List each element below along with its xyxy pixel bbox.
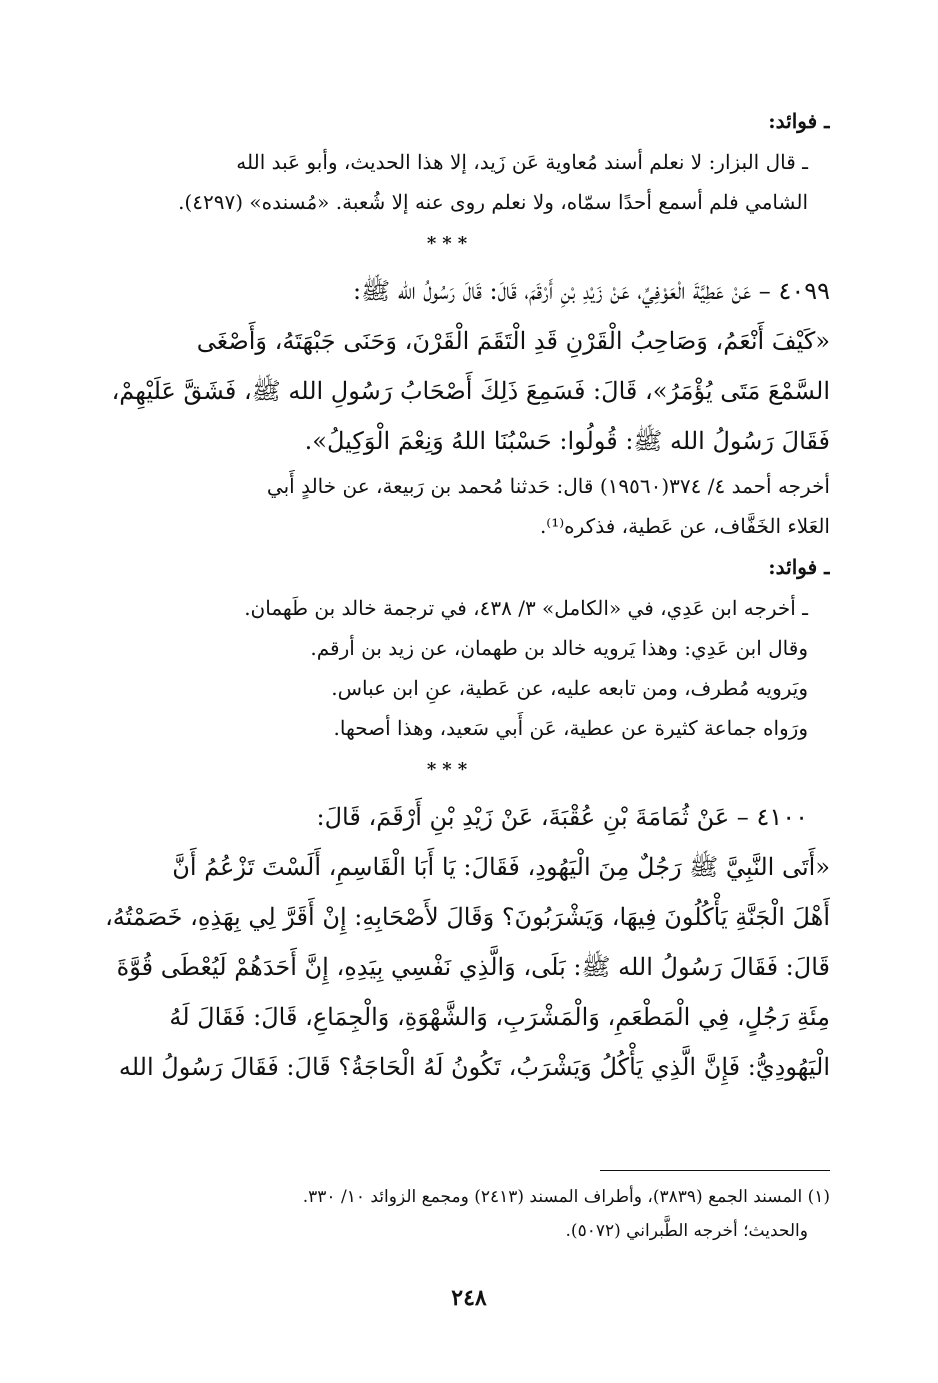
fawaid-1-line-1: ـ قال البزار: لا نعلم أسند مُعاوية عَن زَيد، إلا هذا الحديث، وأبو عَبد الله xyxy=(236,150,808,174)
separator-stars-2: *** xyxy=(426,759,474,780)
hadith-4099-line-4: فَقَالَ رَسُولُ الله ﷺ: قُولُوا: حَسْبُنَا اللهُ وَنِعْمَ الْوَكِيلُ». xyxy=(304,427,830,455)
fawaid-heading-1: ـ فوائد: xyxy=(768,109,830,133)
hadith-4100-line-3: أَهْلَ الْجَنَّةِ يَأْكُلُونَ فِيهَا، وَيَشْرَبُونَ؟ وَقَالَ لأَصْحَابِهِ: إِنْ أَقَرَّ لِي بِهَذِهِ، خَصَمْتُهُ، xyxy=(105,903,830,931)
takhrij-4099-line-2: العَلاء الخَفَّاف، عن عَطية، فذكره⁽¹⁾. xyxy=(539,514,830,538)
footnote-1: (١) المسند الجمع (٣٨٣٩)، وأطراف المسند (٢٤١٣) ومجمع الزوائد ١٠/ ٣٣٠. xyxy=(302,1187,830,1207)
hadith-4100-line-5: مِئَةِ رَجُلٍ، فِي الْمَطْعَمِ، وَالْمَشْرَبِ، وَالشَّهْوَةِ، وَالْجِمَاعِ، قَالَ: فَقَالَ لَهُ xyxy=(169,1003,830,1031)
hadith-4100-line-6: الْيَهُودِيُّ: فَإِنَّ الَّذِي يَأْكُلُ وَيَشْرَبُ، تَكُونُ لَهُ الْحَاجَةُ؟ قَالَ: فَقَالَ رَسُولُ الله xyxy=(118,1053,830,1081)
fawaid-2-line-4: ورَواه جماعة كثيرة عن عطية، عَن أَبي سَعيد، وهذا أصحها. xyxy=(333,716,808,740)
footnotes xyxy=(70,1180,830,1248)
hadith-4099-line-1: ٤٠٩٩ – عَنْ عَطِيَّةَ الْعَوْفِيِّ، عَنْ زَيْدِ بْنِ أَرْقَمَ، قَالَ: قَالَ رَسُولُ الله ﷺ: xyxy=(353,277,830,305)
page-number: ٢٤٨ xyxy=(451,1285,487,1311)
footnote-divider xyxy=(600,1170,830,1171)
hadith-4100-line-2: «أَتَى النَّبِيَّ ﷺ رَجُلٌ مِنَ الْيَهُودِ، فَقَالَ: يَا أَبَا الْقَاسِمِ، أَلَسْتَ تَزْعُمُ أَنَّ xyxy=(172,853,830,881)
fawaid-2-line-2: وقال ابن عَدِي: وهذا يَرويه خالد بن طهمان، عن زيد بن أرقم. xyxy=(310,636,808,660)
hadith-4099-line-3: السَّمْعَ مَتَى يُؤْمَرُ»، قَالَ: فَسَمِعَ ذَلِكَ أَصْحَابُ رَسُولِ الله ﷺ، فَشَقَّ عَلَيْهِمْ، xyxy=(111,377,830,405)
fawaid-heading-2: ـ فوائد: xyxy=(768,555,830,579)
fawaid-1-line-2: الشامي فلم أسمع أحدًا سمّاه، ولا نعلم روى عنه إلا شُعبة. «مُسنده» (٤٢٩٧). xyxy=(178,190,808,214)
separator-stars-1: *** xyxy=(426,233,474,254)
hadith-4099-line-2: «كَيْفَ أَنْعَمُ، وَصَاحِبُ الْقَرْنِ قَدِ الْتَقَمَ الْقَرْنَ، وَحَنَى جَبْهَتَهُ، وَأَصْغَى xyxy=(196,327,830,355)
hadith-4100-line-4: قَالَ: فَقَالَ رَسُولُ الله ﷺ: بَلَى، وَالَّذِي نَفْسِي بِيَدِهِ، إِنَّ أَحَدَهُمْ لَيُعْطَى قُوَّةَ xyxy=(116,953,830,981)
page-body xyxy=(70,100,830,1092)
takhrij-4099-line-1: أخرجه أحمد ٤/ ٣٧٤(١٩٥٦٠) قال: حَدثنا مُحمد بن رَبيعة، عن خالدٍ أَبي xyxy=(266,474,830,498)
fawaid-2-line-3: ويَرويه مُطرف، ومن تابعه عليه، عن عَطية، عنِ ابن عباس. xyxy=(331,676,808,700)
footnote-1-continuation: والحديث؛ أخرجه الطَّبراني (٥٠٧٢). xyxy=(565,1221,808,1241)
hadith-4100-line-1: ٤١٠٠ – عَنْ ثُمَامَةَ بْنِ عُقْبَةَ، عَنْ زَيْدِ بْنِ أَرْقَمَ، قَالَ: xyxy=(316,803,808,831)
fawaid-2-line-1: ـ أخرجه ابن عَدِي، في «الكامل» ٣/ ٤٣٨، في ترجمة خالد بن طَهمان. xyxy=(244,596,808,620)
